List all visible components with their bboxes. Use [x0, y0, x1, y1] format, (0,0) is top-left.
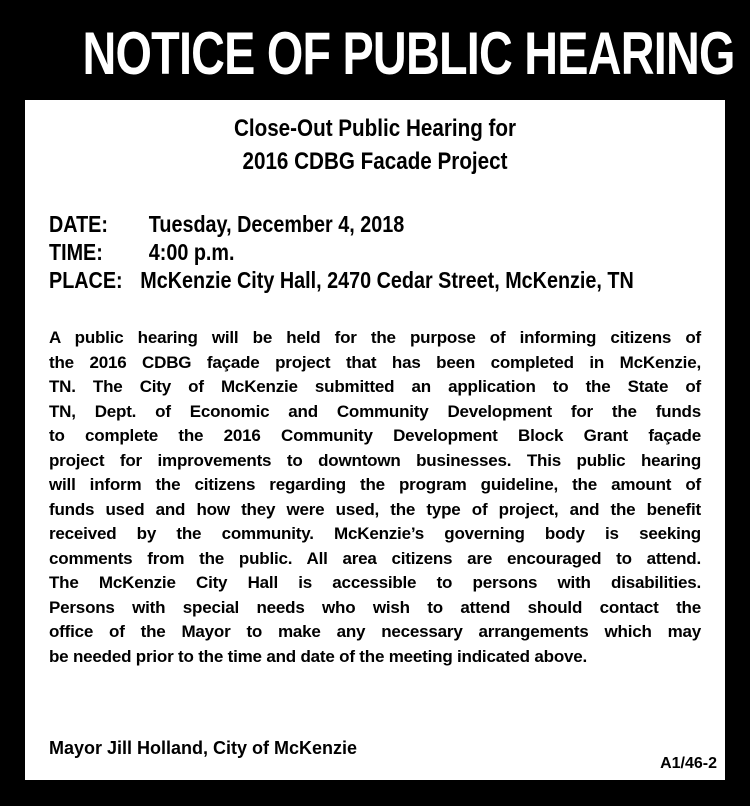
body-line: A public hearing will be held for the purpose of informing citizens of: [49, 328, 701, 347]
date-row: [49, 210, 634, 238]
body-line: funds used and how they were used, the type of project, and the benefit: [49, 499, 701, 519]
body-line: project for improvements to downtown businesses. This public hearing: [49, 450, 701, 470]
body-line: the 2016 CDBG façade project that has been completed in McKenzie,: [49, 352, 701, 372]
body-line: to complete the 2016 Community Development Block Grant façade: [49, 426, 701, 445]
body-line: TN. The City of McKenzie submitted an application to the State of: [49, 377, 701, 396]
body-line: received by the community. McKenzie’s governing body is seeking: [49, 524, 701, 543]
place-row: [49, 266, 634, 294]
body-line: will inform the citizens regarding the program guideline, the amount of: [49, 475, 701, 494]
hearing-details: [49, 210, 729, 294]
body-line: office of the Mayor to make any necessary arrangements which may: [49, 622, 701, 641]
body-line: Persons with special needs who wish to attend should contact the: [49, 597, 701, 617]
place-label: PLACE:: [49, 267, 123, 293]
body-line: TN, Dept. of Economic and Community Development for the funds: [49, 401, 701, 421]
body-line: be needed prior to the time and date of the meeting indicated above.: [49, 646, 588, 666]
notice-headline: NOTICE OF PUBLIC HEARING: [82, 20, 735, 87]
subheading-line-2: 2016 CDBG Facade Project: [242, 148, 508, 175]
mayor-signature: Mayor Jill Holland, City of McKenzie: [49, 738, 358, 758]
notice-panel: [25, 100, 725, 780]
time-value: 4:00 p.m.: [148, 239, 235, 265]
subheading-line-1: Close-Out Public Hearing for: [233, 115, 517, 142]
reference-code: A1/46-2: [660, 755, 717, 772]
body-line: comments from the public. All area citizens are encouraged to attend.: [49, 548, 701, 568]
notice-body: [49, 326, 701, 669]
time-label: TIME:: [49, 239, 103, 265]
notice-subheading: [74, 112, 676, 178]
place-value: McKenzie City Hall, 2470 Cedar Street, McKenzie, TN: [140, 267, 634, 293]
date-label: DATE:: [49, 211, 108, 237]
time-row: [49, 238, 634, 266]
date-value: Tuesday, December 4, 2018: [148, 211, 405, 237]
body-line: The McKenzie City Hall is accessible to persons with disabilities.: [49, 573, 701, 592]
